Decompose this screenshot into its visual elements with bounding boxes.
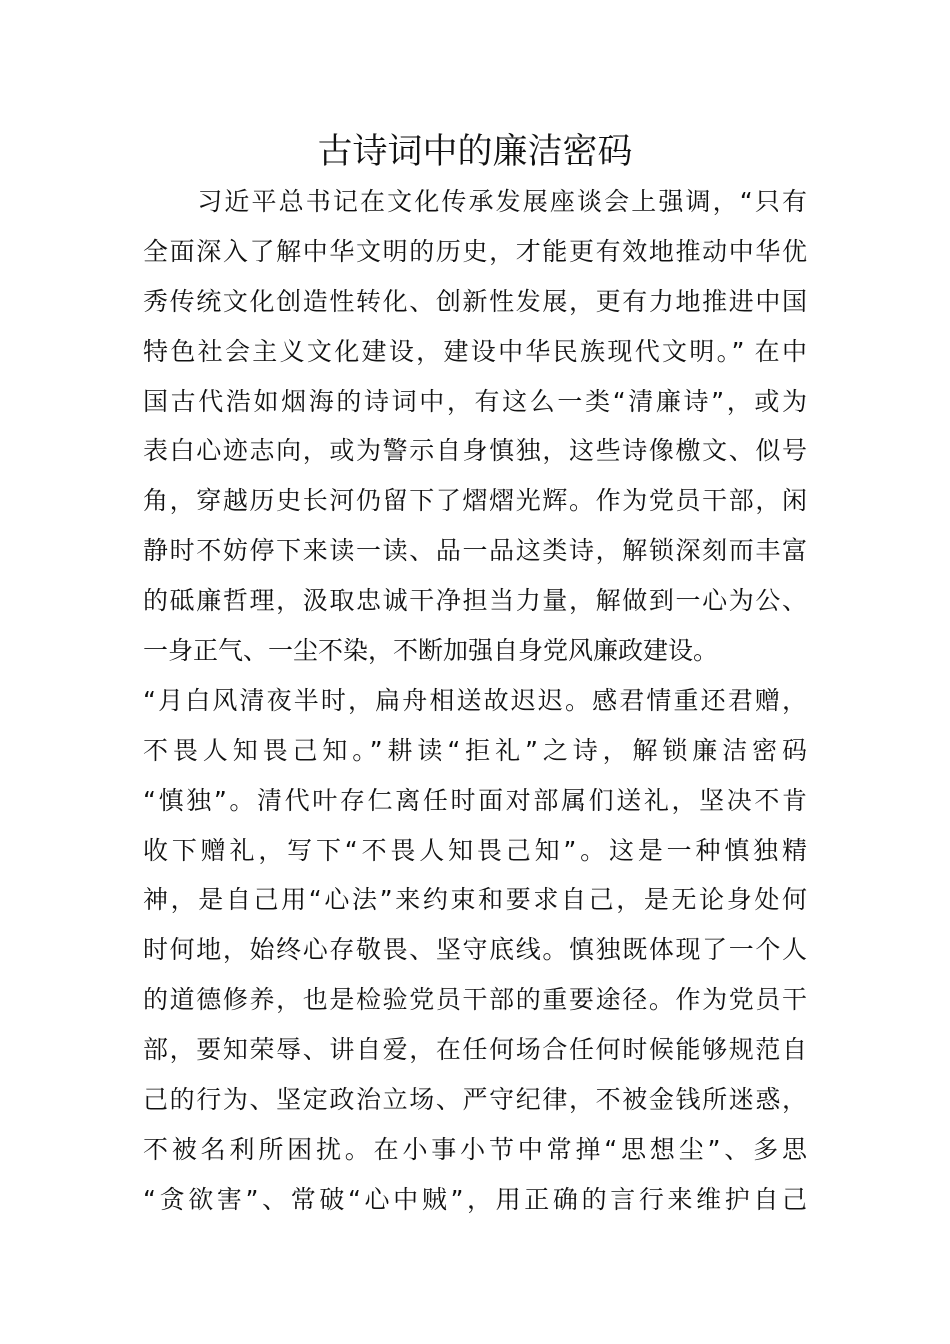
- text-line: 表白心迹志向，或为警示自身慎独，这些诗像檄文、似号: [143, 436, 807, 466]
- text-line: “贪欲害”、常破“心中贼”，用正确的言行来维护自己: [143, 1184, 807, 1214]
- text-line: 收下赠礼，写下“不畏人知畏己知”。这是一种慎独精: [143, 835, 807, 865]
- text-line: 静时不妨停下来读一读、品一品这类诗，解锁深刻而丰富: [143, 536, 807, 566]
- text-line: 不被名利所困扰。在小事小节中常掸“思想尘”、多思: [143, 1134, 807, 1164]
- text-line: 全面深入了解中华文明的历史，才能更有效地推动中华优: [143, 236, 807, 266]
- text-line: 秀传统文化创造性转化、创新性发展，更有力地推进中国: [143, 286, 807, 316]
- text-line: 己的行为、坚定政治立场、严守纪律，不被金钱所迷惑，: [143, 1085, 807, 1115]
- text-line: 特色社会主义文化建设，建设中华民族现代文明。” 在中: [143, 336, 807, 366]
- document-title: 古诗词中的廉洁密码: [317, 132, 633, 172]
- text-line: 一身正气、一尘不染，不断加强自身党风廉政建设。: [143, 636, 719, 666]
- text-line: 角，穿越历史长河仍留下了熠熠光辉。作为党员干部，闲: [143, 486, 807, 516]
- text-line: “慎独”。清代叶存仁离任时面对部属们送礼，坚决不肯: [143, 785, 807, 815]
- document-body: [143, 177, 807, 1225]
- text-line: 的砥廉哲理，汲取忠诚干净担当力量，解做到一心为公、: [143, 586, 807, 616]
- text-line: 国古代浩如烟海的诗词中，有这么一类“清廉诗”，或为: [143, 386, 807, 416]
- text-line: 的道德修养，也是检验党员干部的重要途径。作为党员干: [143, 985, 807, 1015]
- text-line: 习近平总书记在文化传承发展座谈会上强调，“只有: [143, 187, 807, 216]
- text-line: 部，要知荣辱、讲自爱，在任何场合任何时候能够规范自: [143, 1035, 807, 1065]
- text-line: “月白风清夜半时，扁舟相送故迟迟。感君情重还君赠，: [143, 685, 807, 715]
- text-line: 神，是自己用“心法”来约束和要求自己，是无论身处何: [143, 885, 807, 915]
- text-line: 时何地，始终心存敬畏、坚守底线。慎独既体现了一个人: [143, 935, 807, 965]
- text-line: 不畏人知畏己知。”耕读“拒礼”之诗，解锁廉洁密码: [143, 735, 807, 765]
